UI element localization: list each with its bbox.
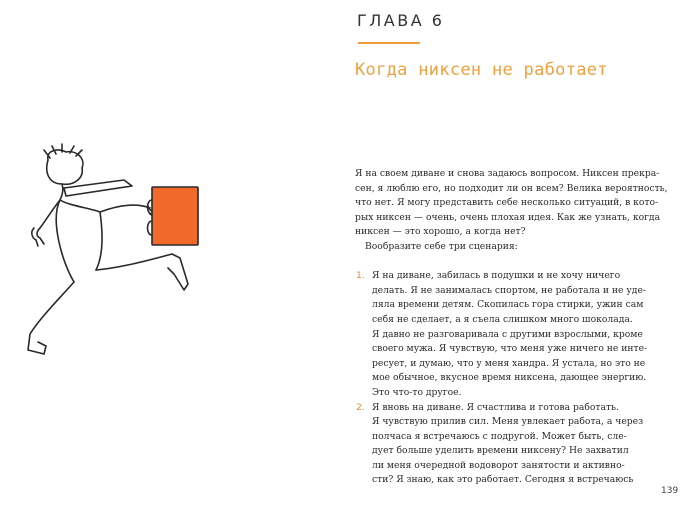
chapter-title: Когда никсен не работает <box>355 60 608 80</box>
body-text <box>355 167 670 488</box>
list-line: делать. Я не занималась спортом, не работала и не уде- <box>372 284 647 296</box>
list-line: ляла времени детям. Скопилась гора стирки, ужин сам <box>372 299 644 311</box>
chapter-label: ГЛАВА 6 <box>357 11 445 30</box>
list-line: своего мужа. Я чувствую, что меня уже ничего не инте- <box>372 343 648 355</box>
running-man-illustration <box>0 140 240 370</box>
intro-line: сен, я люблю его, но подходит ли он всем? Велика вероятность, <box>355 182 668 194</box>
list-item <box>355 269 670 400</box>
intro-line: никсен — это хорошо, а когда нет? <box>355 226 526 238</box>
list-line: Я чувствую прилив сил. Меня увлекает работа, а через <box>372 416 644 428</box>
list-line: дует больше уделить времени никсену? Не захватил <box>372 445 629 457</box>
neck <box>60 184 63 200</box>
list-line: мое обычное, вкусное время никсена, дающее энергию. <box>372 372 647 384</box>
list-line: себя не сделает, а я съела слишком много шоколада. <box>372 313 633 325</box>
intro-line: что нет. Я могу представить себе несколько ситуаций, в кото- <box>355 197 659 209</box>
leg-back <box>28 282 74 354</box>
list-item <box>355 401 670 489</box>
intro-line: Я на своем диване и снова задаюсь вопросом. Никсен прекра- <box>355 168 660 179</box>
lead-line: Вообразите себе три сценария: <box>365 240 518 252</box>
list-line: ресует, и думаю, что у меня хандра. Я устала, но это не <box>372 357 646 369</box>
list-item-number: 1. <box>356 270 365 282</box>
list-line: ли меня очередной водоворот занятости и активно- <box>372 459 625 471</box>
list-line: Я на диване, забилась в подушки и не хочу ничего <box>372 270 621 282</box>
torso <box>56 200 102 282</box>
list-item-number: 2. <box>356 401 365 413</box>
page-number: 139 <box>661 486 679 496</box>
list-line: Я давно не разговаривала с другими взрослыми, кроме <box>372 328 643 340</box>
intro-line: рых никсен — очень, очень плохая идея. Как же узнать, когда <box>355 211 661 223</box>
leg-front <box>96 254 188 290</box>
list-line: Я вновь на диване. Я счастлива и готова работать. <box>372 401 619 413</box>
list-line: Это что-то другое. <box>372 386 462 398</box>
chapter-divider <box>358 42 420 44</box>
list-line: полчаса я встречаюсь с подругой. Может быть, сле- <box>372 430 627 442</box>
spacer <box>355 255 670 270</box>
briefcase-icon <box>148 187 199 245</box>
list-line: сти? Я знаю, как это работает. Сегодня я встречаюсь <box>372 474 634 486</box>
arm-right <box>100 205 150 212</box>
